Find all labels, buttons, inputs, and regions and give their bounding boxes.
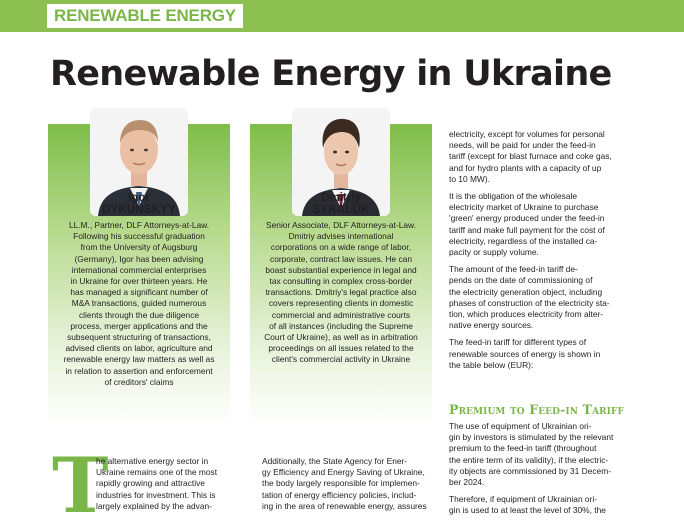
text-line: Additionally, the State Agency for Ener- [262,456,408,466]
bio-line: proceedings on all issues related to the [268,343,414,354]
profile-bio-igor [44,220,234,388]
bio-line: Following his successful graduation [73,231,205,242]
bio-line: of all instances (including the Supreme [269,320,413,331]
bio-line: subsequent structuring of transactions, [67,332,211,343]
profile-card-dmitriy [250,124,432,424]
text-line: industries for investment. This is [96,489,216,500]
bio-line: tax consulting in complex cross-border [269,276,413,287]
bio-line: clients through the due diligence [78,309,200,320]
text-line: electricity, regardless of the installed ca- [449,235,598,246]
text-line: rapidly growing and attractive [96,478,205,489]
text-line: renewable sources of energy is shown in [449,348,601,359]
profile-name-igor [48,192,230,216]
text-line: electricity, except for volumes for personal [449,129,605,139]
profile-bio-dmitriy [246,220,436,366]
profile-first-name: Dmitriy [321,192,361,204]
bio-line: Dmitriy advises international [288,231,394,242]
bio-line: (Germany), Igor has been advising [74,253,204,264]
bio-line: of creditors' claims [104,376,174,387]
bio-line: process, merger applications and the [70,320,208,331]
text-line: pends on the date of commissioning of [449,275,593,286]
right-column-after-text [449,421,637,517]
body-column-1 [96,456,236,512]
profile-name-dmitriy [250,192,432,216]
text-line: gin is used to at least the level of 30%, the [449,505,606,516]
profile-last-name: SYKALUK [312,204,370,216]
text-line: The amount of the feed-in tariff de- [449,264,578,275]
text-line: phases of construction of the electricity sta- [449,297,610,308]
bio-line: corporate, contract law issues. He can [270,253,412,264]
text-line: electricity market of Ukraine to purchase [449,202,599,213]
right-column-text [449,129,637,371]
text-line: the body largely responsible for implemen- [262,478,420,489]
text-line: The feed-in tariff for different types of [449,337,587,348]
text-line: Therefore, if equipment of Ukrainian ori- [449,494,598,505]
text-line: he alternative energy sector in [96,456,209,466]
text-line: the electricity generation object, including [449,286,603,297]
text-line: needs, will be paid for under the feed-in [449,140,596,151]
text-line: tation of energy efficiency policies, includ- [262,489,417,500]
bio-line: boast substantial experience in legal and [265,264,417,275]
bio-line: advised clients on labor, agriculture and [65,343,213,354]
bio-line: Court of Ukraine), as well as in arbitration [264,332,418,343]
bio-line: LL.M., Partner, DLF Attorneys-at-Law. [68,220,210,230]
bio-line: commercial and administrative courts [271,309,411,320]
text-line: the table below (EUR): [449,359,534,370]
bio-line: Senior Associate, DLF Attorneys-at-Law. [266,220,416,230]
text-line: gin by investors is stimulated by the relevant [449,432,614,443]
text-line: ber 2024. [449,477,485,488]
body-column-2 [262,456,440,512]
bio-line: renewable energy law matters as well as [63,354,215,365]
drop-cap: T [52,441,109,520]
text-line: tariff and make full payment for the cost of [449,224,605,235]
text-line: gy Efficiency and Energy Saving of Ukraine, [262,467,425,478]
bio-line: client's commercial activity in Ukraine [271,354,411,365]
bio-line: transactions. Dmitriy's legal practice also [265,287,417,298]
bio-line: M&A transactions, guided numerous [71,298,207,309]
text-line: ity objects are commissioned by 31 Decem- [449,465,611,476]
text-line: pacity or supply volume. [449,247,539,258]
profile-last-name: DYKUNSKYY [101,204,176,216]
bio-line: international commercial enterprises [71,264,207,275]
article-title: Renewable Energy in Ukraine [50,54,612,94]
bio-line: in relation to assertion and enforcement [65,365,213,376]
text-line: the entire term of its validity), if the electric- [449,454,609,465]
profile-first-name: Igor [128,192,150,204]
text-line: 'green' energy produced under the feed-in [449,213,605,224]
bio-line: from the University of Augsburg [80,242,198,253]
text-line: Ukraine remains one of the most [96,467,218,478]
text-line: The use of equipment of Ukrainian ori- [449,421,592,431]
bio-line: in Ukraine for over thirteen years. He [70,276,208,287]
text-line: and for hydro plants with a capacity of up [449,162,602,173]
text-line: It is the obligation of the wholesale [449,191,578,202]
text-line: to 10 MW). [449,173,490,184]
text-line: premium to the feed-in tariff (throughout [449,443,597,454]
text-line: largely explained by the advan- [96,500,212,511]
section-banner [0,0,684,32]
text-line: native energy sources. [449,320,534,331]
profile-card-igor [48,124,230,424]
section-label: RENEWABLE ENERGY [47,4,243,28]
bio-line: corporations on a wide range of labor, [270,242,412,253]
bio-line: has managed a significant number of [70,287,208,298]
text-line: tariff (except for blast furnace and coke gas, [449,151,612,162]
subheading-premium: Premium to Feed-in Tariff [449,402,624,417]
bio-line: covers representing clients in domestic [268,298,414,309]
text-line: tion, which produces electricity from alter- [449,309,604,320]
text-line: ing in the area of renewable energy, assures [262,500,427,511]
